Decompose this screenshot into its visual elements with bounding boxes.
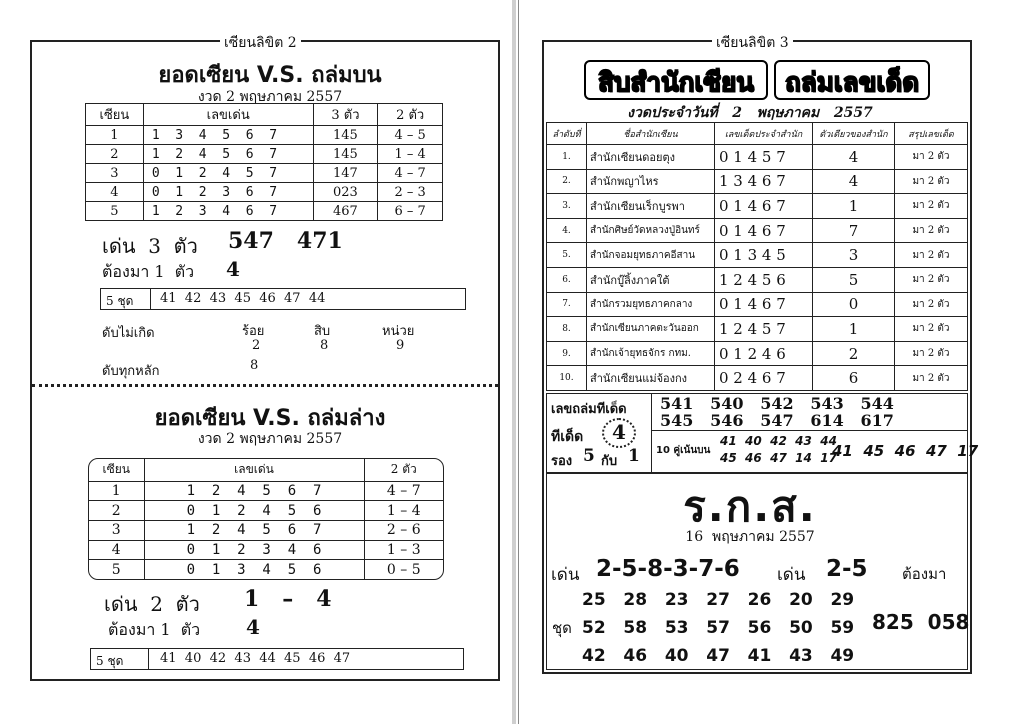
col-header-school: ชื่อสำนักเซียน: [587, 123, 715, 145]
row-digits: 0 2 4 6 7: [715, 366, 813, 391]
rks-must-label: ต้องมา: [902, 565, 947, 583]
rks-title: ร.ก.ส.: [683, 482, 817, 531]
row-single: 3: [813, 243, 895, 268]
row-summary: มา 2 ตัว: [895, 169, 968, 194]
row-single: 2: [813, 341, 895, 366]
row-summary: มา 2 ตัว: [895, 341, 968, 366]
row-summary: มา 2 ตัว: [895, 243, 968, 268]
pair-row-2: 45 46 47 14 17: [720, 451, 837, 465]
left-bottom-lead-label: เด่น 2 ตัว: [104, 592, 200, 616]
tee-ded-value: 4: [612, 420, 626, 444]
left-bottom-set-values: 41 40 42 43 44 45 46 47: [160, 651, 351, 666]
col-header-three: 3 ตัว: [313, 104, 378, 126]
row-no: 3: [89, 520, 144, 540]
row-summary: มา 2 ตัว: [895, 218, 968, 243]
rks-date: 16 พฤษภาคม 2557: [685, 529, 815, 545]
row-three: 023: [313, 183, 378, 202]
row-digits: 0 1 2 4 5 6: [144, 501, 364, 521]
right-title-b: ถล่มเลขเด็ด: [784, 68, 920, 98]
left-col-hundreds: ร้อย: [242, 324, 265, 339]
left-bottom-table-frame: [88, 458, 444, 580]
row-rank: 2.: [547, 169, 587, 194]
row-summary: มา 2 ตัว: [895, 145, 968, 170]
row-three: 145: [313, 126, 378, 145]
row-no: 1: [86, 126, 144, 145]
page-divider: [512, 0, 516, 724]
reserve-b: 1: [628, 446, 640, 466]
col-header-two: 2 ตัว: [364, 459, 443, 481]
row-digits: 0 1 2 3 4 6: [144, 540, 364, 560]
row-no: 5: [86, 202, 144, 221]
row-digits: 1 2 4 5 6 7: [144, 481, 364, 501]
left-col-units: หน่วย: [382, 324, 415, 339]
reserve-a: 5: [583, 446, 595, 466]
row-two: 4 – 7: [378, 164, 443, 183]
row-rank: 6.: [547, 267, 587, 292]
row-summary: มา 2 ตัว: [895, 267, 968, 292]
row-digits: 0 1 3 4 5 6: [144, 560, 364, 579]
row-two: 2 – 6: [364, 520, 443, 540]
row-single: 0: [813, 292, 895, 317]
left-bottom-set-divider: [148, 648, 149, 670]
row-digits: 0 1 4 6 7: [715, 194, 813, 219]
rks-lead-label-2: เด่น: [777, 565, 806, 585]
row-single: 4: [813, 169, 895, 194]
row-no: 4: [89, 540, 144, 560]
row-no: 4: [86, 183, 144, 202]
col-header-sian: เซียน: [89, 459, 144, 481]
rks-final-number: 825 058: [872, 610, 970, 634]
row-school: สำนักเซียนภาคตะวันออก: [587, 317, 715, 342]
rks-set-row-1: 25 28 23 27 26 20 29: [582, 590, 855, 610]
row-two: 4 – 5: [378, 126, 443, 145]
row-rank: 5.: [547, 243, 587, 268]
left-bottom-title: ยอดเซียน V.S. ถล่มล่าง: [154, 406, 386, 431]
row-summary: มา 2 ตัว: [895, 366, 968, 391]
row-no: 3: [86, 164, 144, 183]
right-schools-table: [546, 122, 968, 391]
row-two: 4 – 7: [364, 481, 443, 501]
row-summary: มา 2 ตัว: [895, 194, 968, 219]
left-bottom-subtitle: งวด 2 พฤษภาคม 2557: [197, 431, 343, 447]
left-dotted-separator: [32, 384, 498, 387]
col-header-summary: สรุปเลขเด็ด: [895, 123, 968, 145]
col-header-digits: เลขเด่น: [143, 104, 313, 126]
left-val-tens: 8: [320, 338, 329, 353]
page-edge-line: [518, 0, 519, 724]
col-header-two: 2 ตัว: [378, 104, 443, 126]
row-digits: 1 2 4 5 6 7: [143, 145, 313, 164]
row-no: 5: [89, 560, 144, 579]
left-every-value: 8: [250, 358, 259, 373]
row-two: 1 – 4: [364, 501, 443, 521]
row-school: สำนักเซียนเร็กบูรพา: [587, 194, 715, 219]
hot-numbers-row-2: 545 546 547 614 617: [660, 411, 894, 430]
hot-numbers-divider-h: [651, 430, 968, 431]
row-single: 5: [813, 267, 895, 292]
row-no: 2: [86, 145, 144, 164]
row-school: สำนักศิษย์วัดหลวงปู่อินทร์: [587, 218, 715, 243]
hot-numbers-row-1: 541 540 542 543 544: [660, 394, 894, 413]
left-every-label: ดับทุกหลัก: [102, 364, 160, 379]
row-digits: 1 3 4 5 6 7: [143, 126, 313, 145]
row-school: สำนักบู๊ลิ้งภาคใต้: [587, 267, 715, 292]
left-top-subtitle: งวด 2 พฤษภาคม 2557: [197, 89, 343, 105]
row-three: 147: [313, 164, 378, 183]
row-rank: 4.: [547, 218, 587, 243]
row-two: 2 – 3: [378, 183, 443, 202]
row-rank: 10.: [547, 366, 587, 391]
left-top-set-divider: [150, 288, 151, 310]
left-top-must-label: ต้องมา 1 ตัว: [102, 262, 195, 281]
row-digits: 0 1 4 6 7: [715, 218, 813, 243]
row-three: 467: [313, 202, 378, 221]
row-single: 6: [813, 366, 895, 391]
col-header-single: ตัวเดียวของสำนัก: [813, 123, 895, 145]
row-rank: 8.: [547, 317, 587, 342]
row-single: 1: [813, 317, 895, 342]
left-never-label: ดับไม่เกิด: [102, 326, 155, 341]
left-val-units: 9: [396, 338, 405, 353]
rks-lead-pair: 2-5: [826, 556, 868, 582]
row-rank: 9.: [547, 341, 587, 366]
reserve-label: รอง: [551, 454, 573, 469]
right-title-a: สิบสำนักเซียน: [598, 68, 754, 98]
left-top-set-label: 5 ชุด: [106, 294, 134, 308]
row-school: สำนักเซียนดอยตุง: [587, 145, 715, 170]
pair-label: 10 คู่เน้นบน: [656, 445, 711, 456]
col-header-digits: เลขเด็ดประจำสำนัก: [715, 123, 813, 145]
left-bottom-lead-values: 1 – 4: [244, 586, 332, 612]
left-bottom-set-label: 5 ชุด: [96, 654, 124, 668]
reserve-mid: กับ: [601, 454, 618, 469]
row-no: 1: [89, 481, 144, 501]
row-digits: 0 1 3 4 5: [715, 243, 813, 268]
left-top-set-values: 41 42 43 45 46 47 44: [160, 291, 326, 306]
pair-row-1: 41 40 42 43 44: [720, 434, 837, 448]
left-bottom-must-label: ต้องมา 1 ตัว: [108, 620, 201, 639]
left-page-header: เซียนลิขิต 2: [220, 32, 301, 54]
rks-lead-seq: 2-5-8-3-7-6: [596, 556, 740, 582]
left-top-lead-values: 547 471: [228, 228, 343, 254]
col-header-rank: ลำดับที่: [547, 123, 587, 145]
row-rank: 1.: [547, 145, 587, 170]
row-digits: 1 2 4 5 6: [715, 267, 813, 292]
row-digits: 1 2 3 4 6 7: [143, 202, 313, 221]
row-rank: 7.: [547, 292, 587, 317]
row-digits: 0 1 2 4 6: [715, 341, 813, 366]
row-school: สำนักรวมยุทธภาคกลาง: [587, 292, 715, 317]
row-single: 1: [813, 194, 895, 219]
row-two: 1 – 4: [378, 145, 443, 164]
right-page-header: เซียนลิขิต 3: [712, 32, 793, 54]
row-summary: มา 2 ตัว: [895, 292, 968, 317]
rks-set-row-3: 42 46 40 47 41 43 49: [582, 646, 855, 666]
rks-set-row-2: 52 58 53 57 56 50 59: [582, 618, 855, 638]
hot-numbers-label: เลขถล่มทีเด็ด: [551, 402, 627, 417]
left-top-lead-label: เด่น 3 ตัว: [102, 234, 198, 258]
row-two: 6 – 7: [378, 202, 443, 221]
row-school: สำนักจอมยุทธภาคอีสาน: [587, 243, 715, 268]
row-school: สำนักพญาไหร: [587, 169, 715, 194]
row-digits: 1 3 4 6 7: [715, 169, 813, 194]
row-digits: 0 1 4 6 7: [715, 292, 813, 317]
left-top-title: ยอดเซียน V.S. ถล่มบน: [158, 63, 382, 88]
rks-lead-label: เด่น: [551, 565, 580, 585]
left-bottom-must-value: 4: [246, 615, 260, 639]
row-no: 2: [89, 501, 144, 521]
row-school: สำนักเจ้ายุทธจักร กทม.: [587, 341, 715, 366]
row-summary: มา 2 ตัว: [895, 317, 968, 342]
col-header-sian: เซียน: [86, 104, 144, 126]
row-digits: 1 2 4 5 6 7: [144, 520, 364, 540]
col-header-digits: เลขเด่น: [144, 459, 364, 481]
row-digits: 0 1 2 3 6 7: [143, 183, 313, 202]
hot-numbers-divider-v: [651, 393, 652, 473]
row-two: 0 – 5: [364, 560, 443, 579]
row-three: 145: [313, 145, 378, 164]
row-single: 7: [813, 218, 895, 243]
row-digits: 0 1 4 5 7: [715, 145, 813, 170]
pair-extra: 41 45 46 47 17: [832, 442, 979, 460]
row-digits: 1 2 4 5 7: [715, 317, 813, 342]
row-school: สำนักเซียนแม่จ้องกง: [587, 366, 715, 391]
row-single: 4: [813, 145, 895, 170]
right-subtitle: งวดประจำวันที่ 2 พฤษภาคม 2557: [627, 105, 873, 121]
row-two: 1 – 3: [364, 540, 443, 560]
row-rank: 3.: [547, 194, 587, 219]
rks-set-label: ชุด: [552, 619, 572, 637]
left-val-hundreds: 2: [252, 338, 261, 353]
left-top-must-value: 4: [226, 257, 240, 281]
row-digits: 0 1 2 4 5 7: [143, 164, 313, 183]
left-top-table: [85, 103, 443, 221]
tee-ded-label: ทีเด็ด: [551, 429, 584, 445]
left-col-tens: สิบ: [314, 324, 331, 339]
